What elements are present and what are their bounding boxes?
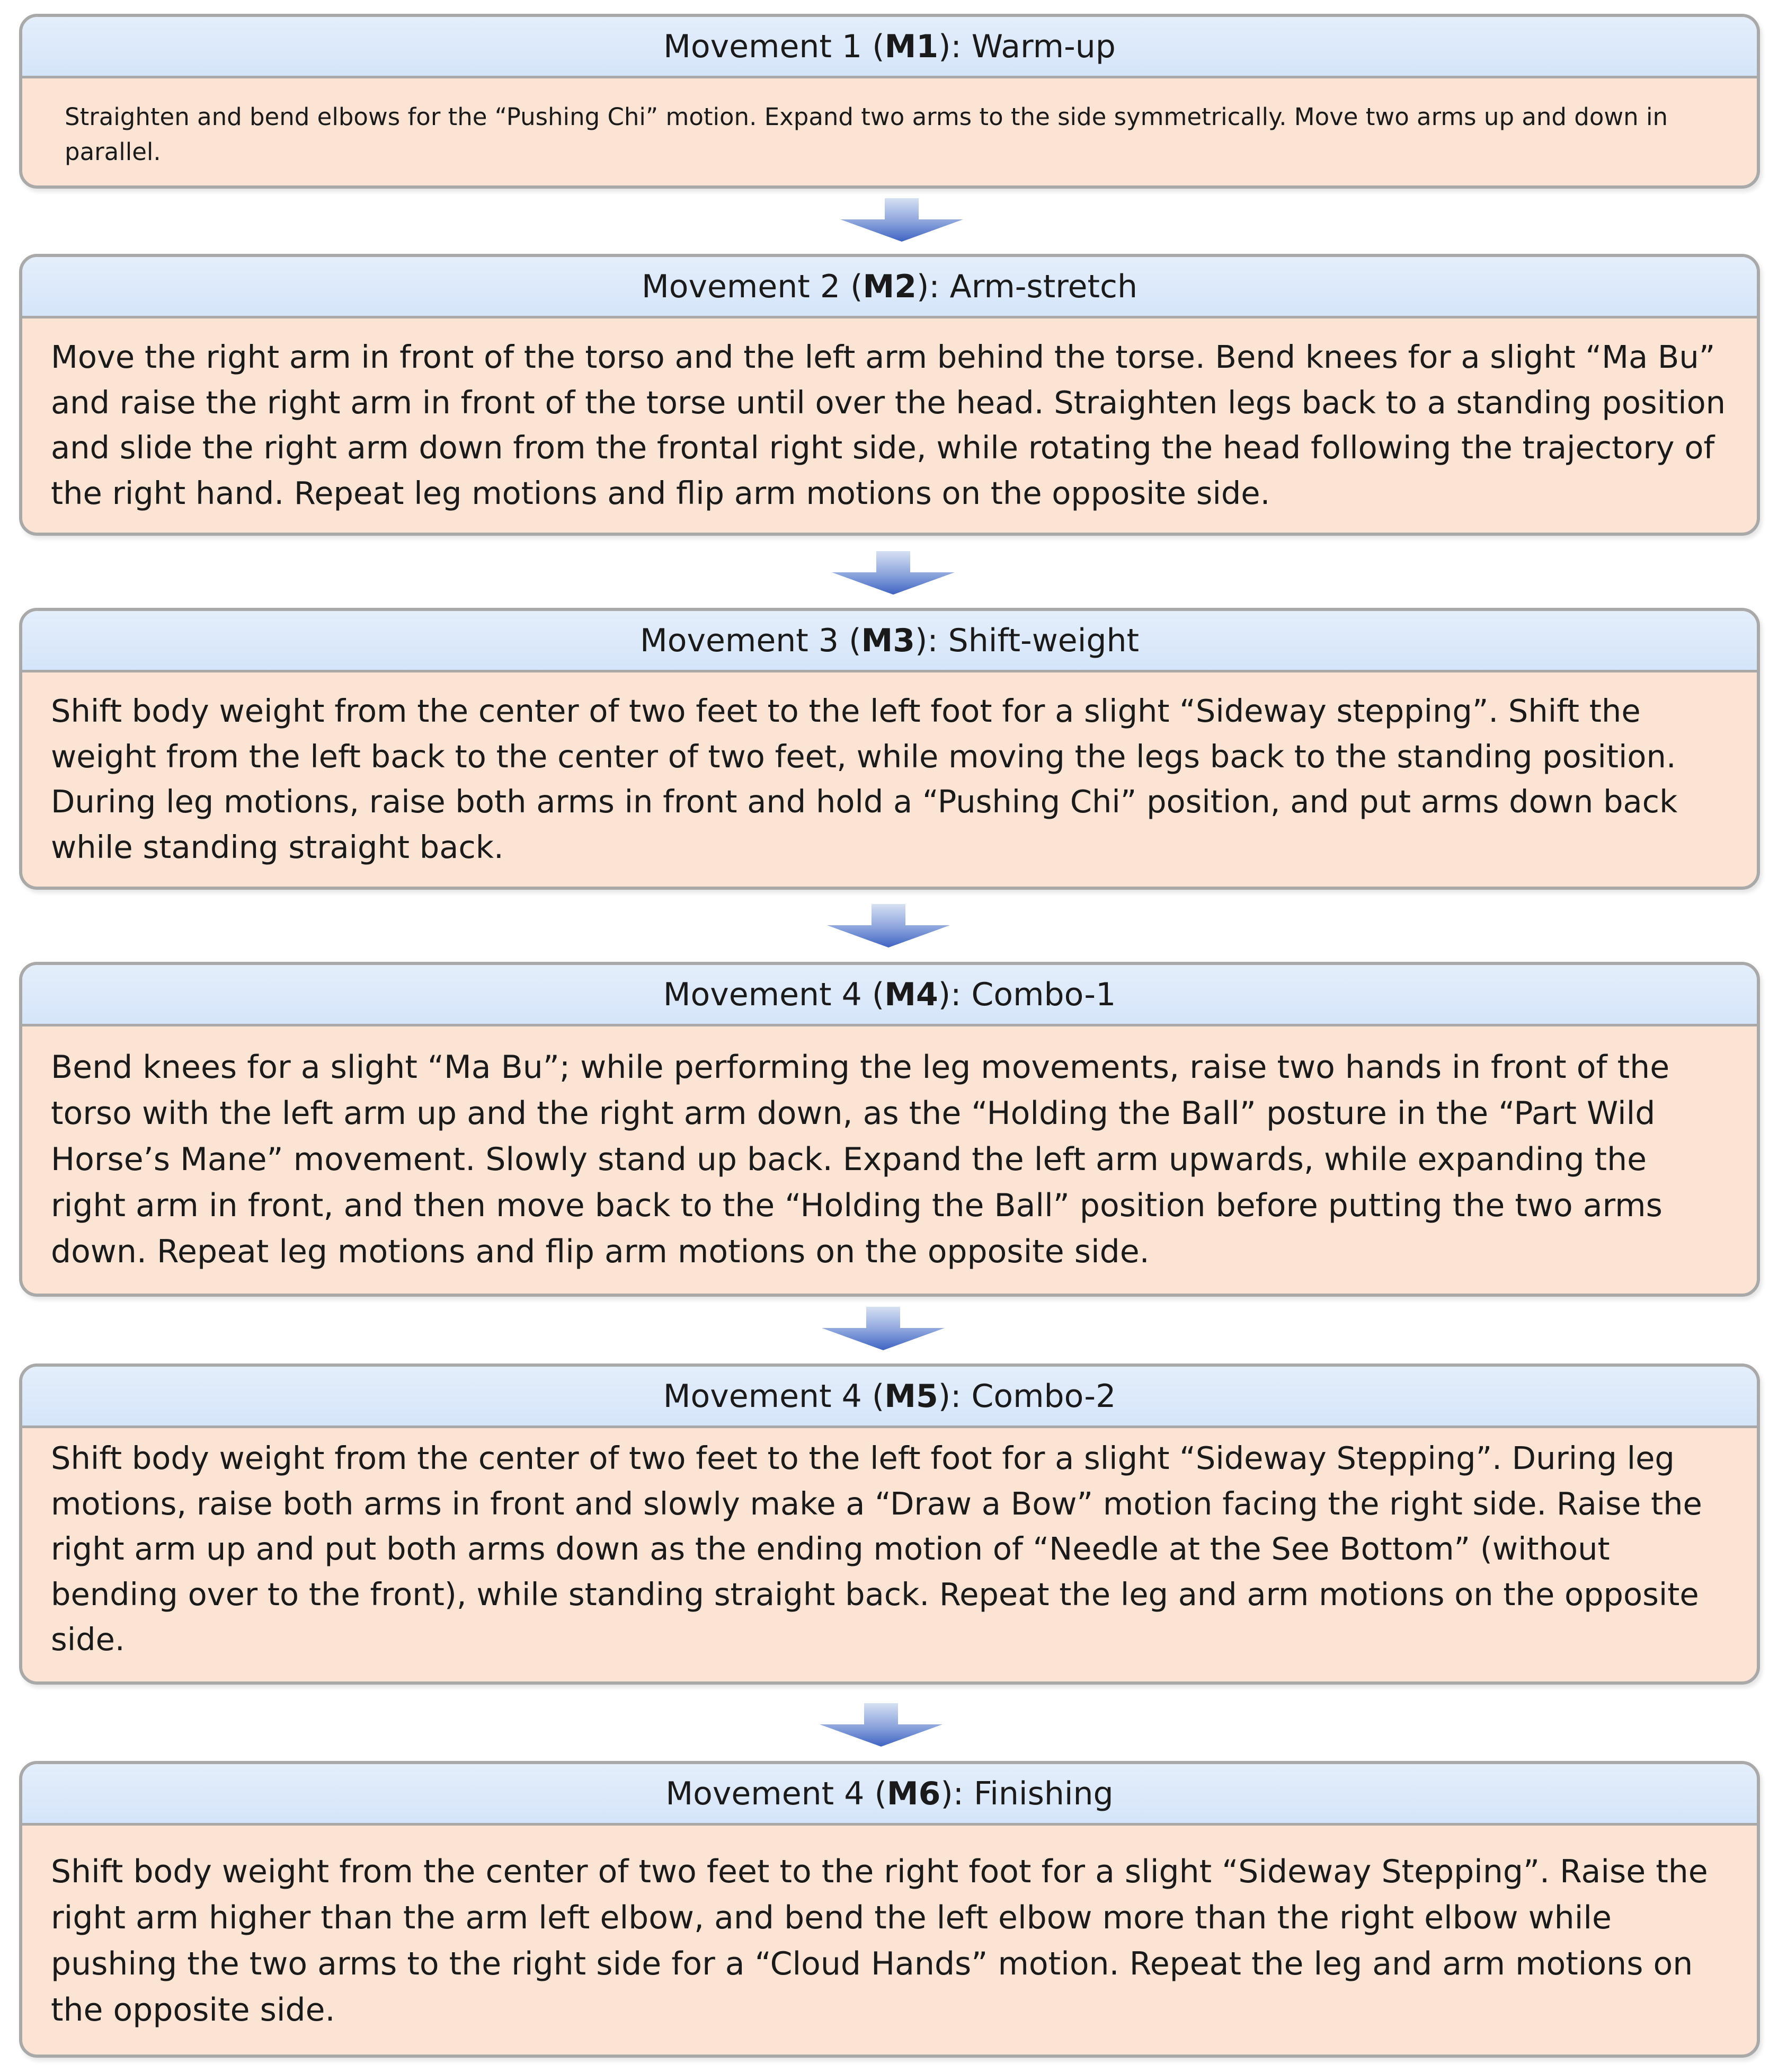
movement-code: M1 [884,28,939,65]
movement-title-prefix: Movement 3 ( [639,622,861,659]
movement-code: M4 [884,976,938,1013]
movement-title-suffix: ): Arm-stretch [916,268,1138,305]
movement-box-m1 [19,14,1760,189]
flow-arrow-1-to-2 [838,198,965,242]
movement-box-m5 [19,1363,1760,1685]
movement-description: Shift body weight from the center of two feet to the right foot for a slight “Sideway Stepping”. Raise the right arm higher than the arm left elbow, and bend the left elbow more than the right elbow while pushing the two arms to the right side for a “Cloud Hands” motion. Repeat the leg and arm motions on the opposite side. [51,1853,1708,2029]
down-arrow-icon [830,551,957,595]
down-arrow-icon [820,1307,947,1350]
flow-arrow-5-to-6 [817,1703,945,1747]
movement-title-suffix: ): Combo-2 [938,1377,1116,1415]
down-arrow-icon [825,904,952,948]
movement-title-prefix: Movement 1 ( [663,28,885,65]
movement-title [22,965,1757,1026]
movement-title [22,17,1757,78]
movement-title-prefix: Movement 4 ( [663,1377,885,1415]
movement-title [22,611,1757,672]
movement-code: M2 [863,268,917,305]
movement-box-m6 [19,1761,1760,2058]
down-arrow-icon [817,1703,945,1747]
movement-description: Straighten and bend elbows for the “Pushing Chi” motion. Expand two arms to the side symmetrically. Move two arms up and down in parallel. [65,103,1668,166]
movement-code: M6 [886,1775,941,1812]
movement-title-suffix: ): Combo-1 [938,976,1116,1013]
movement-title-prefix: Movement 4 ( [663,976,885,1013]
movement-description: Shift body weight from the center of two feet to the left foot for a slight “Sideway stepping”. Shift the weight from the left back to the center of two feet, while moving the legs back to the standing position. During leg motions, raise both arms in front and hold a “Pushing Chi” position, and put arms down back while standing straight back. [51,693,1678,865]
movement-title [22,257,1757,318]
movement-description: Move the right arm in front of the torso and the left arm behind the torse. Bend knees for a slight “Ma Bu” and raise the right arm in front of the torse until over the head. Straighten legs back to a standing position and slide the right arm down from the frontal right side, while rotating the head following the trajectory of the right hand. Repeat leg motions and flip arm motions on the opposite side. [51,339,1726,511]
movement-code: M3 [861,622,915,659]
flow-arrow-2-to-3 [830,551,957,595]
movement-title-suffix: ): Warm-up [938,28,1116,65]
movement-title-prefix: Movement 2 ( [641,268,863,305]
movement-title-suffix: ): Finishing [940,1775,1114,1812]
movement-title-suffix: ): Shift-weight [914,622,1140,659]
movement-title [22,1367,1757,1428]
flow-arrow-4-to-5 [820,1307,947,1350]
movement-description: Bend knees for a slight “Ma Bu”; while performing the leg movements, raise two hands in front of the torso with the left arm up and the right arm down, as the “Holding the Ball” posture in the “Part Wild Horse’s Mane” movement. Slowly stand up back. Expand the left arm upwards, while expanding the right arm in front, and then move back to the “Holding the Ball” position before putting the two arms down. Repeat leg motions and flip arm motions on the opposite side. [51,1049,1670,1270]
flow-arrow-3-to-4 [825,904,952,948]
down-arrow-icon [838,198,965,242]
movement-box-m4 [19,962,1760,1297]
movement-box-m3 [19,608,1760,890]
movement-box-m2 [19,254,1760,536]
movement-title-prefix: Movement 4 ( [665,1775,887,1812]
movement-title [22,1764,1757,1826]
movement-code: M5 [884,1377,938,1415]
movement-description: Shift body weight from the center of two feet to the left foot for a slight “Sideway Stepping”. During leg motions, raise both arms in front and slowly make a “Draw a Bow” motion facing the right side. Raise the right arm up and put both arms down as the ending motion of “Needle at the See Bottom” (without bending over to the front), while standing straight back. Repeat the leg and arm motions on the opposite side. [51,1440,1702,1658]
